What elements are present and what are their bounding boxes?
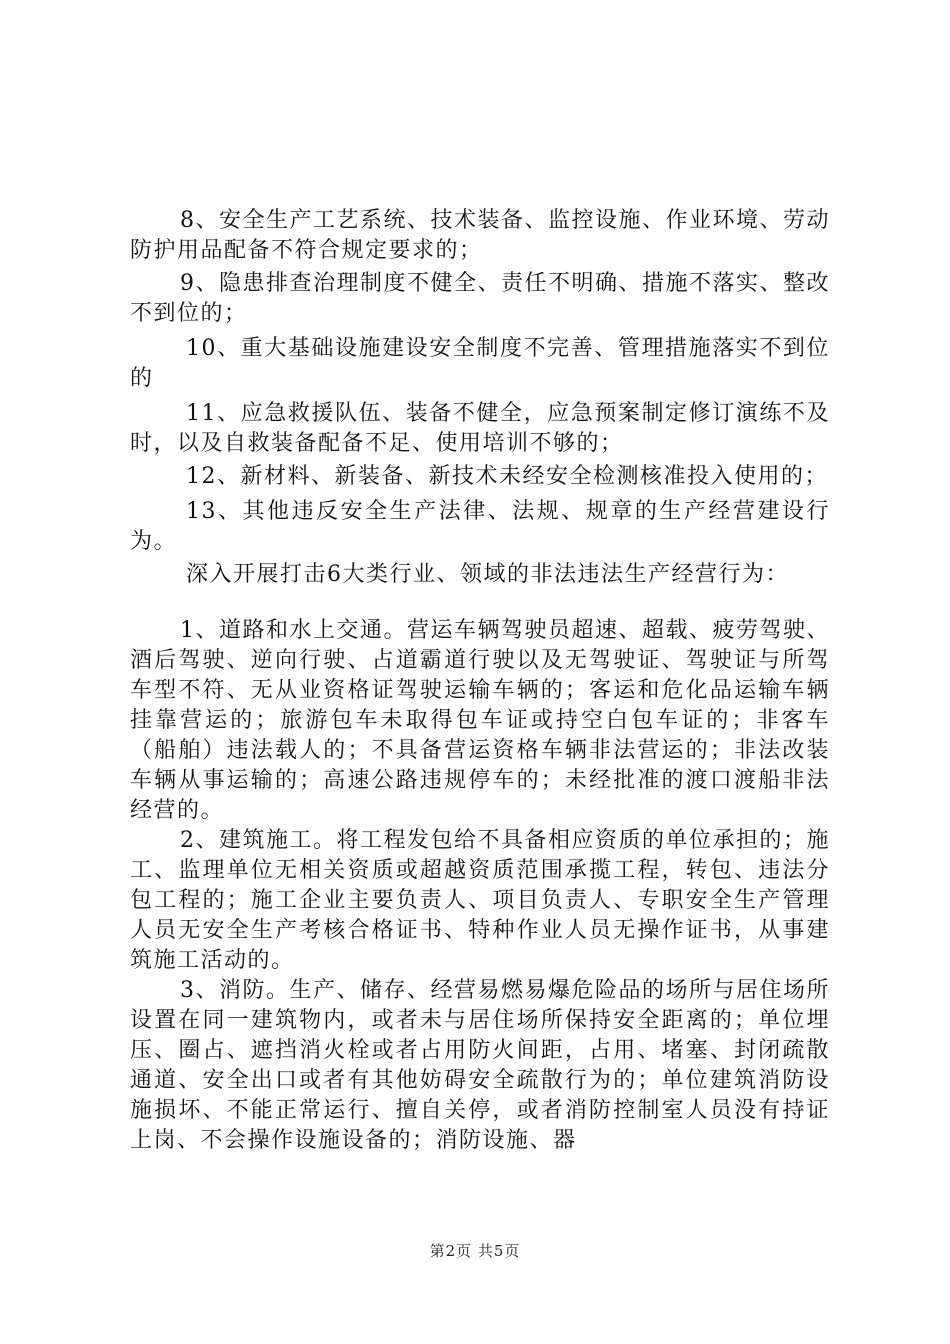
- paragraph-item-11: 11、应急救援队伍、装备不健全，应急预案制定修订演练不及时，以及自救装备配备不足、使用培训不够的；: [130, 401, 830, 456]
- section-intro: 深入开展打击6大类行业、领域的非法违法生产经营行为：: [186, 562, 789, 587]
- paragraph-traffic: 1、道路和水上交通。营运车辆驾驶员超速、超载、疲劳驾驶、酒后驾驶、逆向行驶、占道霸道行驶以及无驾驶证、驾驶证与所驾车型不符、无从业资格证驾驶运输车辆的；客运和危化品运输车辆挂靠营运的；旅游包车未取得包车证或持空白包车证的；非客车（船舶）违法载人的；不具备营运资格车辆非法营运的；非法改装车辆从事运输的；高速公路违规停车的；未经批准的渡口渡船非法经营的。: [130, 618, 830, 823]
- paragraph-construction: 2、建筑施工。将工程发包给不具备相应资质的单位承担的；施工、监理单位无相关资质或超越资质范围承揽工程，转包、违法分包工程的；施工企业主要负责人、项目负责人、专职安全生产管理人员无安全生产考核合格证书、特种作业人员无操作证书，从事建筑施工活动的。: [130, 828, 830, 973]
- paragraph-item-10: 10、重大基础设施建设安全制度不完善、管理措施落实不到位的: [130, 336, 830, 391]
- paragraph-item-9: 9、隐患排查治理制度不健全、责任不明确、措施不落实、整改不到位的；: [130, 271, 830, 326]
- paragraph-item-8: 8、安全生产工艺系统、技术装备、监控设施、作业环境、劳动防护用品配备不符合规定要求的；: [130, 208, 830, 263]
- document-body: [130, 206, 830, 1156]
- paragraph-item-12: 12、新材料、新装备、新技术未经安全检测核准投入使用的；: [186, 464, 828, 489]
- paragraph-item-13: 13、其他违反安全生产法律、法规、规章的生产经营建设行为。: [130, 499, 830, 554]
- paragraph-fire: 3、消防。生产、储存、经营易燃易爆危险品的场所与居住场所设置在同一建筑物内，或者未与居住场所保持安全距离的；单位埋压、圈占、遮挡消火栓或者占用防火间距，占用、堵塞、封闭疏散通道、安全出口或者有其他妨碍安全疏散行为的；单位建筑消防设施损坏、不能正常运行、擅自关停，或者消防控制室人员没有持证上岗、不会操作设施设备的；消防设施、器: [130, 978, 830, 1153]
- page-number: 第2页 共5页: [429, 1242, 521, 1260]
